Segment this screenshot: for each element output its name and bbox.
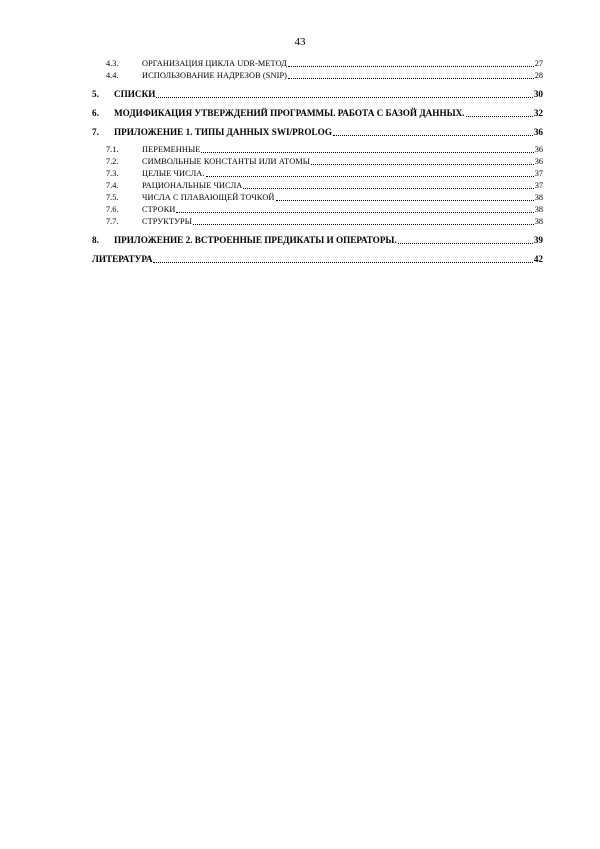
dot-leader <box>153 261 532 263</box>
toc-entry-page: 38 <box>534 205 543 214</box>
toc-entry-page: 32 <box>533 108 543 118</box>
toc-entry-title: СПИСКИ <box>114 89 156 99</box>
dot-leader <box>156 96 532 98</box>
toc-entry-number: 7.2. <box>106 157 119 166</box>
toc-entry-number: 7.7. <box>106 217 119 226</box>
toc-entry-7-2[interactable] <box>92 156 543 168</box>
toc-entry-number: 4.4. <box>106 71 119 80</box>
toc-entry-5[interactable] <box>92 87 543 101</box>
toc-entry-number: 7. <box>92 127 99 137</box>
dot-leader <box>201 151 533 153</box>
toc-entry-number: 7.4. <box>106 181 119 190</box>
dot-leader <box>288 65 534 67</box>
toc-entry-7[interactable] <box>92 125 543 139</box>
toc-entry-literature[interactable] <box>92 252 543 266</box>
toc-entry-page: 27 <box>534 59 543 68</box>
toc-entry-7-3[interactable] <box>92 168 543 180</box>
dot-leader <box>276 199 534 201</box>
dot-leader <box>311 163 534 165</box>
toc-entry-title: ОРГАНИЗАЦИЯ ЦИКЛА UDR-МЕТОД <box>142 59 288 68</box>
toc-entry-page: 36 <box>533 127 543 137</box>
toc-entry-7-7[interactable] <box>92 216 543 228</box>
toc-entry-title: ПРИЛОЖЕНИЕ 1. ТИПЫ ДАННЫХ SWI/PROLOG <box>114 127 332 137</box>
toc-entry-title: ЦЕЛЫЕ ЧИСЛА. <box>142 169 205 178</box>
toc-entry-4-3[interactable] <box>92 58 543 70</box>
toc-entry-7-6[interactable] <box>92 204 543 216</box>
toc-entry-title: ЧИСЛА С ПЛАВАЮЩЕЙ ТОЧКОЙ <box>142 193 275 202</box>
toc-entry-number: 8. <box>92 235 99 245</box>
toc-entry-number: 7.5. <box>106 193 119 202</box>
toc-entry-page: 37 <box>534 181 543 190</box>
toc-entry-number: 5. <box>92 89 99 99</box>
dot-leader <box>193 223 534 225</box>
toc-entry-number: 7.1. <box>106 145 119 154</box>
dot-leader <box>466 115 533 117</box>
toc-entry-number: 4.3. <box>106 59 119 68</box>
toc-entry-page: 28 <box>534 71 543 80</box>
toc-entry-title: ИСПОЛЬЗОВАНИЕ НАДРЕЗОВ (SNIP) <box>142 71 288 80</box>
dot-leader <box>333 134 533 136</box>
toc-entry-title: ПЕРЕМЕННЫЕ <box>142 145 201 154</box>
dot-leader <box>206 175 534 177</box>
toc-entry-title: ЛИТЕРАТУРА <box>92 254 153 264</box>
toc-entry-page: 37 <box>534 169 543 178</box>
toc-entry-title: РАЦИОНАЛЬНЫЕ ЧИСЛА <box>142 181 243 190</box>
toc-entry-number: 7.6. <box>106 205 119 214</box>
toc-entry-page: 38 <box>534 193 543 202</box>
toc-entry-6[interactable] <box>92 106 543 120</box>
toc-entry-title: СИМВОЛЬНЫЕ КОНСТАНТЫ ИЛИ АТОМЫ <box>142 157 311 166</box>
toc-entry-page: 38 <box>534 217 543 226</box>
toc-entry-title: СТРУКТУРЫ <box>142 217 193 226</box>
toc-entry-page: 36 <box>534 157 543 166</box>
toc-entry-page: 39 <box>533 235 543 245</box>
toc-entry-number: 7.3. <box>106 169 119 178</box>
toc-entry-number: 6. <box>92 108 99 118</box>
toc-entry-page: 42 <box>533 254 543 264</box>
toc-entry-8[interactable] <box>92 233 543 247</box>
dot-leader <box>243 187 533 189</box>
dot-leader <box>398 242 533 244</box>
dot-leader <box>176 211 533 213</box>
toc-entry-title: СТРОКИ <box>142 205 176 214</box>
table-of-contents <box>92 58 543 266</box>
toc-entry-page: 36 <box>534 145 543 154</box>
page-number: 43 <box>294 36 306 48</box>
toc-entry-7-1[interactable] <box>92 144 543 156</box>
toc-entry-4-4[interactable] <box>92 70 543 82</box>
toc-entry-title: ПРИЛОЖЕНИЕ 2. ВСТРОЕННЫЕ ПРЕДИКАТЫ И ОПЕРАТОРЫ. <box>114 235 397 245</box>
toc-entry-7-5[interactable] <box>92 192 543 204</box>
toc-entry-7-4[interactable] <box>92 180 543 192</box>
toc-entry-page: 30 <box>533 89 543 99</box>
dot-leader <box>288 77 534 79</box>
toc-entry-title: МОДИФИКАЦИЯ УТВЕРЖДЕНИЙ ПРОГРАММЫ. РАБОТА С БАЗОЙ ДАННЫХ. <box>114 108 465 118</box>
